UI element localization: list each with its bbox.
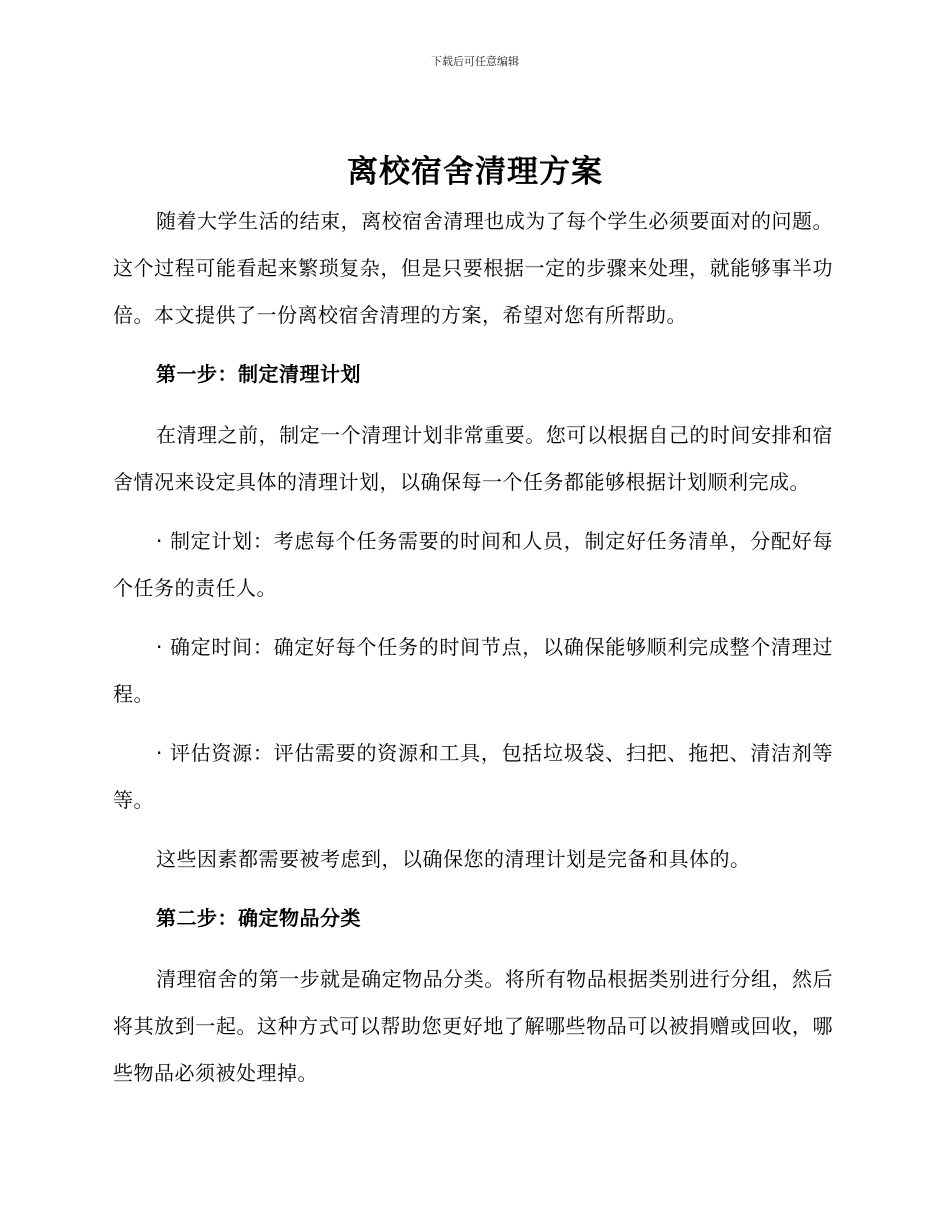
page-header: 下载后可任意编辑	[431, 55, 519, 68]
bullet-assess-resources: · 评估资源：评估需要的资源和工具，包括垃圾袋、扫把、拖把、清洁剂等等。	[113, 741, 833, 812]
bullet-make-plan: · 制定计划：考虑每个任务需要的时间和人员，制定好任务清单，分配好每个任务的责任人。	[113, 529, 833, 600]
step-1-summary-paragraph: 这些因素都需要被考虑到，以确保您的清理计划是完备和具体的。	[156, 847, 751, 871]
intro-paragraph: 随着大学生活的结束，离校宿舍清理也成为了每个学生必须要面对的问题。这个过程可能看起来繁琐复杂，但是只要根据一定的步骤来处理，就能够事半功倍。本文提供了一份离校宿舍清理的方案，希望对您有所帮助。	[113, 209, 833, 327]
step-1-paragraph: 在清理之前，制定一个清理计划非常重要。您可以根据自己的时间安排和宿舍情况来设定具体的清理计划，以确保每一个任务都能够根据计划顺利完成。	[113, 423, 833, 494]
bullet-set-time: · 确定时间：确定好每个任务的时间节点，以确保能够顺利完成整个清理过程。	[113, 635, 833, 706]
document-body	[113, 198, 833, 1109]
section-heading-step-1: 第一步：制定清理计划	[156, 362, 361, 386]
step-2-paragraph: 清理宿舍的第一步就是确定物品分类。将所有物品根据类别进行分组，然后将其放到一起。这种方式可以帮助您更好地了解哪些物品可以被捐赠或回收，哪些物品必须被处理掉。	[113, 967, 833, 1085]
section-heading-step-2: 第二步：确定物品分类	[156, 906, 361, 930]
document-title: 离校宿舍清理方案	[347, 154, 603, 190]
